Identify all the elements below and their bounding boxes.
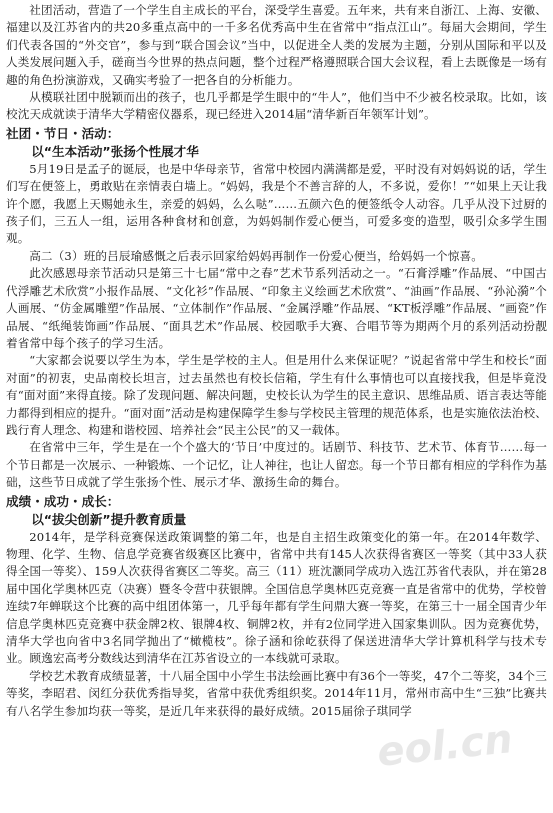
paragraph: 此次感恩母亲节活动只是第三十七届“常中之春”艺术节系列活动之一。“石膏浮雕”作品展、“中国古代浮雕艺术欣赏”小报作品展、“文化衫”作品展、“印象主义绘画艺术欣赏”、“油画”作品展、“孙沁漪”个人画展、“仿金属雕塑”作品展、“立体制作”作品展、“金属浮雕”作品展、“KT板浮雕”作品展、“画瓷”作品展、“纸绳装饰画”作品展、“面具艺术”作品展、校园歌手大赛、合唱节等为期两个月的系列活动扮靓着省常中每个孩子的学习生活。 xyxy=(6,266,547,350)
intro-block xyxy=(6,2,547,124)
section-club-festival-activity xyxy=(6,125,547,492)
site-watermark: eol.cn xyxy=(375,716,516,776)
paragraph: 社团活动，营造了一个学生自主成长的平台，深受学生喜爱。五年来，共有来自浙江、上海、安徽、福建以及江苏省内的共20多重点高中的一千多名优秀高中生在省常中“指点江山”。每届大会期间，学生们代表各国的“外交官”，参与到“联合国会议”当中，以促进全人类的发展为主题，分别从国际和平以及人类发展问题入手，磋商当今世界的热点问题，整个过程严格遵照联合国大会议程，看上去既像是一场有趣的角色扮演游戏，又确实考验了一把各自的分析能力。 xyxy=(6,3,547,87)
section-subheading: 以“生本活动”张扬个性展才华 xyxy=(31,143,199,159)
paragraph: 学校艺术教育成绩显著，十八届全国中小学生书法绘画比赛中有36个一等奖，47个二等奖，34个三等奖，李昭君、闵红分获优秀指导奖，省常中获优秀组织奖。2014年11月，常州市高中生“三独”比赛共有八名学生参加均获一等奖，是近几年来获得的最好成绩。2015届徐子琪同学 xyxy=(6,668,547,718)
section-results-success-growth xyxy=(6,493,547,720)
section-heading: 成绩・成功・成长： xyxy=(6,493,120,509)
section-heading: 社团・节日・活动： xyxy=(6,125,120,141)
paragraph: 从模联社团中脱颖而出的孩子，也几乎都是学生眼中的“牛人”，他们当中不少被名校录取。比如，该校沈天成就读于清华大学精密仪器系，现已经进入2014届“清华新百年领军计划”。 xyxy=(6,90,547,122)
paragraph: 在省常中三年，学生是在一个个盛大的‘节日’中度过的。话剧节、科技节、艺术节、体育节……每一个节日都是一次展示、一种锻炼、一个记忆，让人神往，也让人留恋。每一个节日都有相应的学科作为基础，这些节日成就了学生张扬个性、展示才华、激扬生命的舞台。 xyxy=(6,440,547,490)
paragraph: 高二（3）班的吕辰瑜感慨之后表示回家给妈妈再制作一份爱心便当，给妈妈一个惊喜。 xyxy=(29,248,483,263)
paragraph: 2014年，是学科竞赛保送政策调整的第二年，也是自主招生政策变化的第一年。在2014年数学、物理、化学、生物、信息学竞赛省级赛区比赛中，省常中共有145人次获得省赛区一等奖（其中33人获得全国一等奖）、159人次获得省赛区二等奖。高三（11）班沈灏同学成功入选江苏省代表队，并在第28届中国化学奥林匹克（决赛）暨冬令营中获银牌。全国信息学奥林匹克竞赛一直是省常中的优势，学校曾连续7年蝉联这个比赛的高中组团体第一，几乎每年都有学生问鼎大赛一等奖，在第三十一届全国青少年信息学奥林匹克竞赛中获金牌2枚、银牌4枚、铜牌2枚，并有2位同学进入国家集训队。因为竞赛优势，清华大学也向省中3名同学抛出了“橄榄枝”。徐子涵和徐屹获得了保送进清华大学计算机科学与技术专业。顾逸宏高考分数线达到清华在江苏省设立的一本线就可录取。 xyxy=(6,529,547,666)
paragraph: 5月19日是孟子的诞辰，也是中华母亲节，省常中校园内满满都是爱，平时没有对妈妈说的话，学生们写在便签上，勇敢贴在亲情表白墙上。“妈妈，我是个不善言辞的人，不多说，爱你！”“如果上天让我许个愿，我愿上天赐她永生，亲爱的妈妈，么么哒”……五颜六色的便签纸令人动容。几乎从没下过厨的孩子们，三五人一组，运用各种食材和创意，为妈妈制作爱心便当，可爱多变的造型，吸引众多学生围观。 xyxy=(6,161,547,246)
paragraph: “大家都会说要以学生为本，学生是学校的主人。但是用什么来保证呢？”说起省常中学生和校长“面对面”的初衷，史品南校长坦言，过去虽然也有校长信箱，学生有什么事情也可以直接找我，但是毕竟没有“面对面”来得直接。除了发现问题、解决问题，史校长认为学生的民主意识、思维品质、语言表达等能力都得到相应的提升。“面对面”活动是构建保障学生参与学校民主管理的规范体系，也是实施依法治校、践行育人理念、构建和谐校园、培养社会“民主公民”的又一载体。 xyxy=(6,353,547,437)
section-subheading: 以“拔尖创新”提升教育质量 xyxy=(31,511,187,527)
